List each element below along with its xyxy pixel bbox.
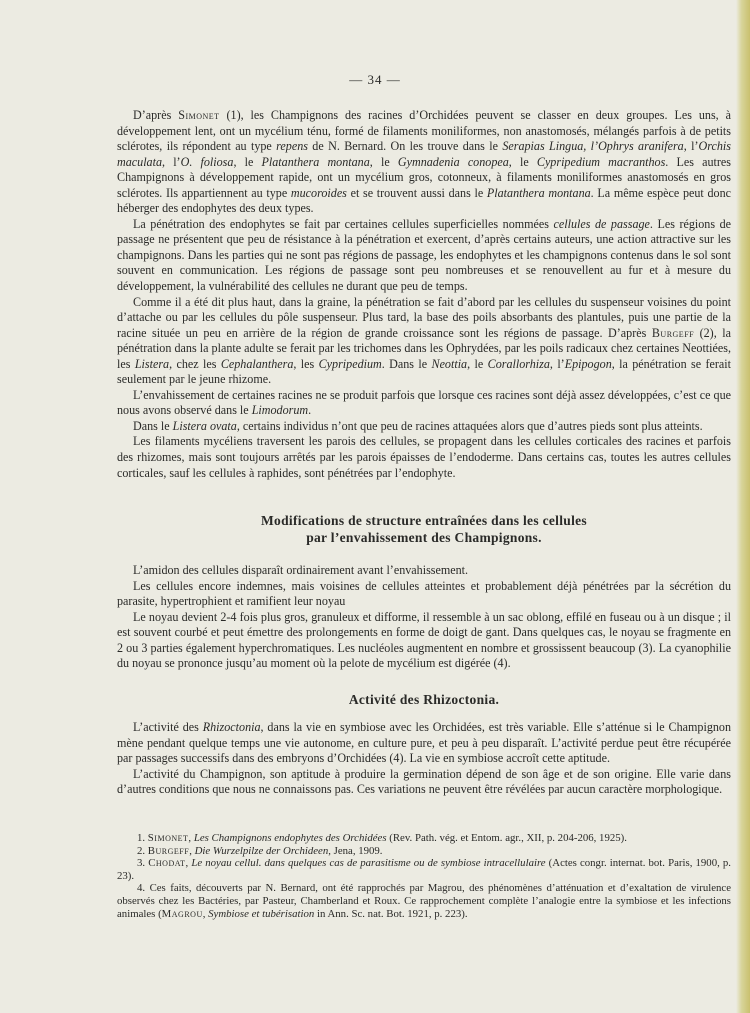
text-run: Dans le [133, 418, 173, 433]
text-run: et se trouvent aussi dans le [346, 185, 487, 200]
text-run: Les cellules encore indemnes, mais voisines de cellules atteintes et probablement déjà pénétrées par la sécrétion du parasite, hypertrophient et ramifient leur noyau [117, 578, 731, 609]
paragraph [117, 388, 731, 419]
italic-text: O. foliosa [180, 154, 234, 169]
italic-text: Listera ovata [172, 418, 237, 433]
text-run: L’amidon des cellules disparaît ordinairement avant l’envahissement. [133, 563, 469, 577]
text-run: . Les régions de passage ne présentent que peu de résistance à la pénétration et exercent, d’après certains auteurs, une action attractive sur les champignons. Dans les parties qui ne sont pas régions de passage, les endophytes et les champignons contenus dans le sol sont souvent en communication. Les régions de passage sont peu nombreuses et se renouvellent au fur et à mesure du développement, la vulnérabilité des cellules ne durant que peu de temps. [117, 216, 731, 294]
heading-modifications [117, 512, 731, 546]
author-name: Simonet [178, 108, 220, 122]
text-run: (2), la pénétration dans la plante adulte se ferait par les trichomes dans les Ophrydées, par les poils radicaux chez certaines Neottiées, les [117, 325, 731, 371]
italic-text: Cypripedium macranthos [536, 154, 666, 169]
italic-text: Rhizoctonia [202, 720, 261, 734]
text-run: L’activité des [133, 720, 203, 734]
text-run: , les [293, 356, 319, 371]
text-run: . [308, 403, 312, 418]
footnote [117, 882, 731, 920]
text-run: 3. [137, 857, 149, 870]
text-run: (Rev. Path. vég. et Entom. agr., XII, p. 204-206, 1925). [386, 832, 627, 844]
text-run: , [188, 832, 194, 844]
text-run: 4. Ces faits, découverts par N. Bernard, ont été rapprochés par Magrou, des phénomènes d’atténuation et d’exaltation de virulence observés chez les Bactéries, par Pasteur, Chamberland et Roux. Ce rapprochement complète l’analogie entre la symbiose et les infections animales ( [117, 882, 731, 920]
text-run: , le [467, 356, 488, 371]
text-run: , l’ [162, 154, 181, 169]
text-run: , dans la vie en symbiose avec les Orchidées, est très variable. Elle s’atténue si le Champignon mène pendant quelque temps une vie autonome, en culture pure, et peu à peu disparaît. L’activité perdue peut être récupérée par passages successifs dans des embryons d’Orchidées (4). La vie en symbiose accroît cette aptitude. [117, 720, 732, 766]
footnote [117, 832, 731, 845]
text-run: Comme il a été dit plus haut, dans la graine, la pénétration se fait d’abord par les cellules du suspenseur voisines du point d’attache ou par les cellules du pôle suspenseur. Plus tard, la base des poils absorbants des plantules, puis une partie de la racine située un peu en arrière de la région de grande croissance sont les régions de passage. D’après [117, 294, 731, 340]
text-run: , [202, 907, 209, 920]
italic-text: Les Champignons endophytes des Orchidées [193, 832, 387, 844]
paragraph [117, 720, 731, 767]
text-run: L’envahissement de certaines racines ne se produit parfois que lorsque ces racines sont déjà assez développées, c’est ce que nous avons observé dans le [117, 387, 731, 418]
italic-text: Orchis maculata [117, 139, 731, 169]
italic-text: Listera [134, 356, 170, 371]
author-name: Magrou [161, 907, 203, 920]
italic-text: mucoroides [290, 185, 347, 200]
italic-text: Cephalanthera [220, 356, 294, 371]
paragraph [117, 767, 731, 798]
footnote [117, 845, 731, 858]
footnote [117, 857, 731, 882]
text-run: Le noyau devient 2-4 fois plus gros, granuleux et difforme, il ressemble à un sac oblong, effilé en fuseau ou à un disque ; il est souvent courbé et peut émettre des prolongements en forme de doigt de gant. Dans quelques cas, le noyau se fragmente en 2 ou 3 parties également hyperchromatiques. Les nucléoles augmentent en nombre et grossissent beaucoup (3). La cyanophilie du noyau se prononce jusqu’au moment où la pelote de mycélium est digérée (4). [117, 609, 731, 671]
heading-line: Modifications de structure entraînées dans les cellules [261, 513, 587, 528]
paragraph [117, 610, 731, 672]
italic-text: Le noyau cellul. dans quelques cas de parasitisme ou de symbiose intracellulaire [191, 857, 546, 870]
text-run: de N. Bernard. On les trouve dans le [307, 139, 503, 154]
paragraph [117, 108, 731, 217]
author-name: Burgeff [651, 325, 695, 340]
text-run: in Ann. Sc. nat. Bot. 1921, p. 223). [314, 907, 468, 920]
paragraph [117, 579, 731, 610]
italic-text: Gymnadenia conopea [397, 154, 509, 169]
text-run: , la pénétration se ferait seulement par le jeune rhizome. [117, 356, 731, 387]
text-run: . Dans le [381, 356, 432, 371]
italic-text: cellules de passage [553, 216, 650, 231]
text-run: L’activité du Champignon, son aptitude à produire la germination dépend de son âge et de son origine. Elle varie dans d’autres conditions que nous ne connaissons pas. Ces variations ne peuvent être révélées par aucun caractère morphologique. [117, 766, 731, 797]
paragraph [117, 563, 731, 579]
paragraph [117, 419, 731, 435]
page-edge [736, 0, 750, 1013]
text-run: , le [369, 154, 398, 169]
heading-activite: Activité des Rhizoctonia. [348, 692, 500, 707]
text-run: , le [508, 154, 537, 169]
heading-line: par l’envahissement des Champignons. [306, 530, 542, 545]
italic-text: Platanthera montana [261, 154, 370, 169]
text-run: , certains individus n’ont que peu de racines attaquées alors que d’autres pieds sont plus atteints. [236, 418, 703, 433]
italic-text: Cypripedium [318, 356, 382, 371]
text-run: La pénétration des endophytes se fait par certaines cellules superficielles nommées [133, 216, 554, 231]
italic-text: Symbiose et tubérisation [208, 907, 315, 920]
page-number: — 34 — [349, 72, 401, 87]
author-name: Chodat [148, 857, 186, 870]
author-name: Burgeff [147, 844, 190, 857]
section-modifications [117, 563, 731, 672]
italic-text: Neottia [431, 356, 468, 371]
author-name: Simonet [147, 832, 189, 844]
text-run: Les filaments mycéliens traversent les parois des cellules, se propagent dans les cellules corticales des racines et parfois des rhizomes, mais sont toujours arrêtés par les parois épaisses de l’endoderme. Dans certains cas, toutes les autres cellules corticales, sauf les cellules à raphides, sont pénétrées par l’endophyte. [117, 434, 731, 480]
paragraph [117, 217, 731, 295]
italic-text: Platanthera montana [486, 185, 591, 200]
text-run: , [189, 844, 195, 857]
italic-text: Die Wurzelpilze der Orchideen [194, 844, 329, 857]
text-run: 1. [137, 832, 148, 844]
text-run: (1), les Champignons des racines d’Orchidées peuvent se classer en deux groupes. Les uns, à développement lent, ont un mycélium ténu, formé de filaments moniliformes, non anastomosés, mélangés parfois à de petits sclérotes, ils répondent au type [117, 108, 731, 154]
text-run: D’après [133, 108, 179, 122]
text-run: , chez les [169, 356, 221, 371]
text-run: . Les autres Champignons à développement rapide, ont un mycélium gros, cotonneux, à filaments moniliformes anastomosés en gros sclérotes. Ils appartiennent au type [117, 154, 731, 200]
text-run: 2. [137, 844, 148, 857]
section-intro [117, 108, 731, 481]
text-run: (Actes congr. internat. bot. Paris, 1900, p. 23). [117, 857, 731, 882]
paragraph [117, 434, 731, 481]
italic-text: Limodorum [251, 403, 309, 418]
paragraph [117, 295, 731, 388]
text-run: , l’ [549, 356, 565, 371]
italic-text: Corallorhiza [487, 356, 550, 371]
text-run: , le [233, 154, 262, 169]
italic-text: Epipogon [564, 356, 612, 371]
text-run: , [185, 857, 192, 870]
text-run: , Jena, 1909. [328, 844, 383, 857]
text-run: . La même espèce peut donc héberger des endophytes des deux types. [117, 185, 731, 216]
italic-text: Serapias Lingua, l’Ophrys aranifera [502, 139, 684, 154]
footnotes [117, 832, 731, 920]
section-activite [117, 720, 731, 798]
italic-text: repens [276, 139, 308, 154]
text-run: , l’ [683, 139, 699, 154]
